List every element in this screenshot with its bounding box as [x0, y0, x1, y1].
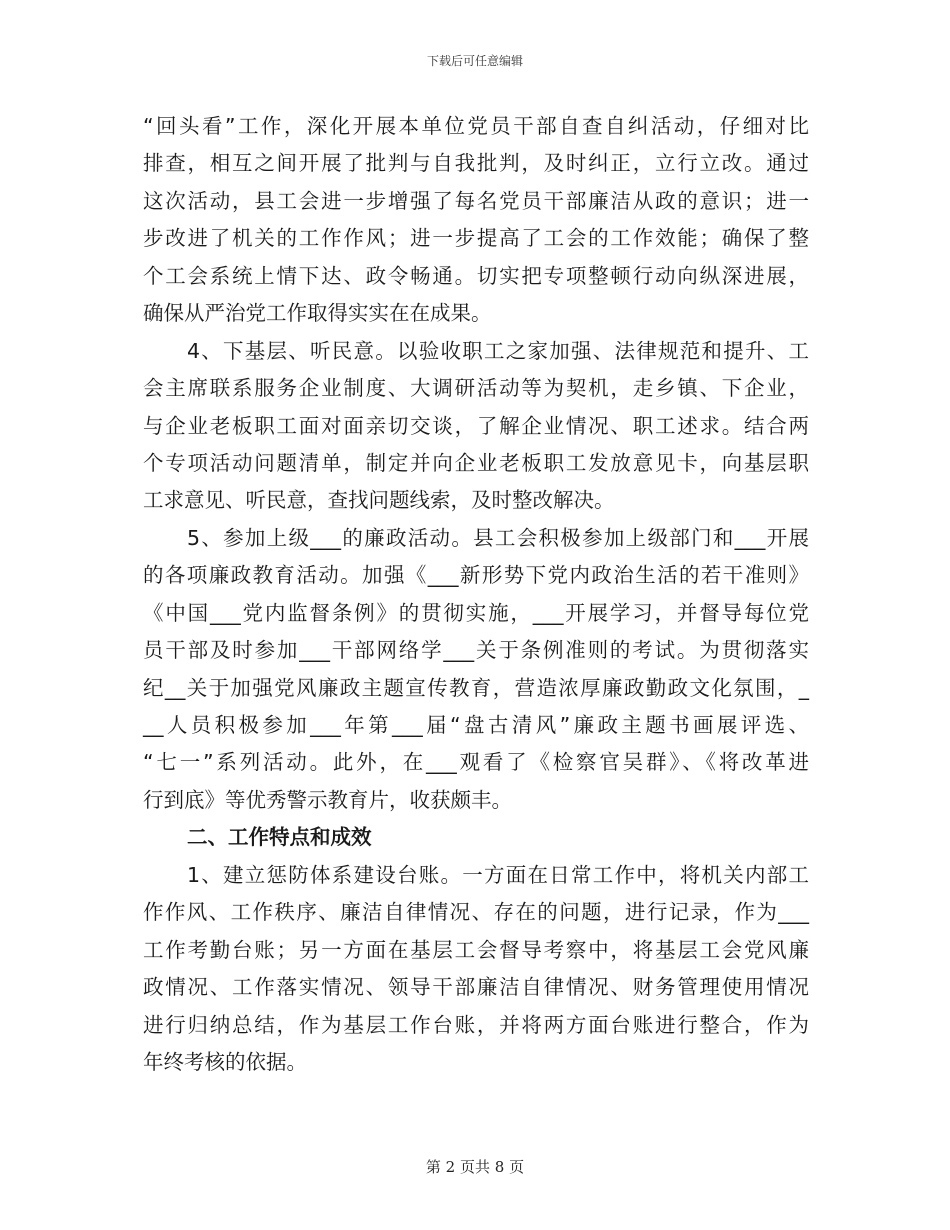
- paragraph-line: 这次活动，县工会进一步增强了每名党员干部廉洁从政的意识；进一: [143, 188, 809, 213]
- paragraph-line: 政情况、工作落实情况、领导干部廉洁自律情况、财务管理使用情况: [143, 975, 809, 1000]
- document-body: [143, 108, 809, 1081]
- paragraph-line: 与企业老板职工面对面亲切交谈，了解企业情况、职工述求。结合两: [143, 413, 809, 438]
- paragraph-line: 排查，相互之间开展了批判与自我批判，及时纠正，立行立改。通过: [143, 151, 809, 176]
- page-header: 下载后可任意编辑: [426, 54, 523, 68]
- paragraph-line: 工求意见、听民意，查找问题线索，及时整改解决。: [143, 488, 615, 513]
- paragraph-line: 1、建立惩防体系建设台账。一方面在日常工作中，将机关内部工: [187, 862, 809, 887]
- paragraph-line: 纪__关于加强党风廉政主题宣传教育，营造浓厚廉政勤政文化氛围，_: [143, 675, 809, 700]
- paragraph-line: 《中国___党内监督条例》的贯彻实施，___开展学习，并督导每位党: [143, 600, 809, 625]
- paragraph-line: 行到底》等优秀警示教育片，收获颇丰。: [143, 787, 512, 812]
- paragraph-line: 作作风、工作秩序、廉洁自律情况、存在的问题，进行记录，作为___: [143, 900, 809, 925]
- section-heading: 二、工作特点和成效: [187, 825, 372, 850]
- paragraph-line: 的各项廉政教育活动。加强《___新形势下党内政治生活的若干准则》: [143, 563, 809, 588]
- paragraph-line: 4、下基层、听民意。以验收职工之家加强、法律规范和提升、工: [187, 338, 809, 363]
- paragraph-line: 5、参加上级___的廉政活动。县工会积极参加上级部门和___开展: [187, 525, 809, 550]
- paragraph-line: 员干部及时参加___干部网络学___关于条例准则的考试。为贯彻落实: [143, 638, 809, 663]
- paragraph-line: 步改进了机关的工作作风；进一步提高了工会的工作效能；确保了整: [143, 226, 809, 251]
- paragraph-line: 确保从严治党工作取得实实在在成果。: [143, 301, 492, 326]
- paragraph-line: 年终考核的依据。: [143, 1049, 307, 1074]
- paragraph-line: “七一”系列活动。此外，在___观看了《检察官吴群》、《将改革进: [143, 750, 809, 775]
- paragraph-line: 个工会系统上情下达、政令畅通。切实把专项整顿行动向纵深进展，: [143, 263, 809, 288]
- paragraph-line: “回头看”工作，深化开展本单位党员干部自查自纠活动，仔细对比: [143, 114, 809, 138]
- paragraph-line: 会主席联系服务企业制度、大调研活动等为契机，走乡镇、下企业，: [143, 376, 809, 401]
- page-footer: 第 2 页共 8 页: [425, 1158, 525, 1176]
- paragraph-line: __人员积极参加___年第___届“盘古清风”廉政主题书画展评选、: [143, 713, 809, 737]
- paragraph-line: 个专项活动问题清单，制定并向企业老板职工发放意见卡，向基层职: [143, 450, 809, 475]
- paragraph-line: 工作考勤台账；另一方面在基层工会督导考察中，将基层工会党风廉: [143, 937, 809, 962]
- paragraph-line: 进行归纳总结，作为基层工作台账，并将两方面台账进行整合，作为: [143, 1012, 809, 1037]
